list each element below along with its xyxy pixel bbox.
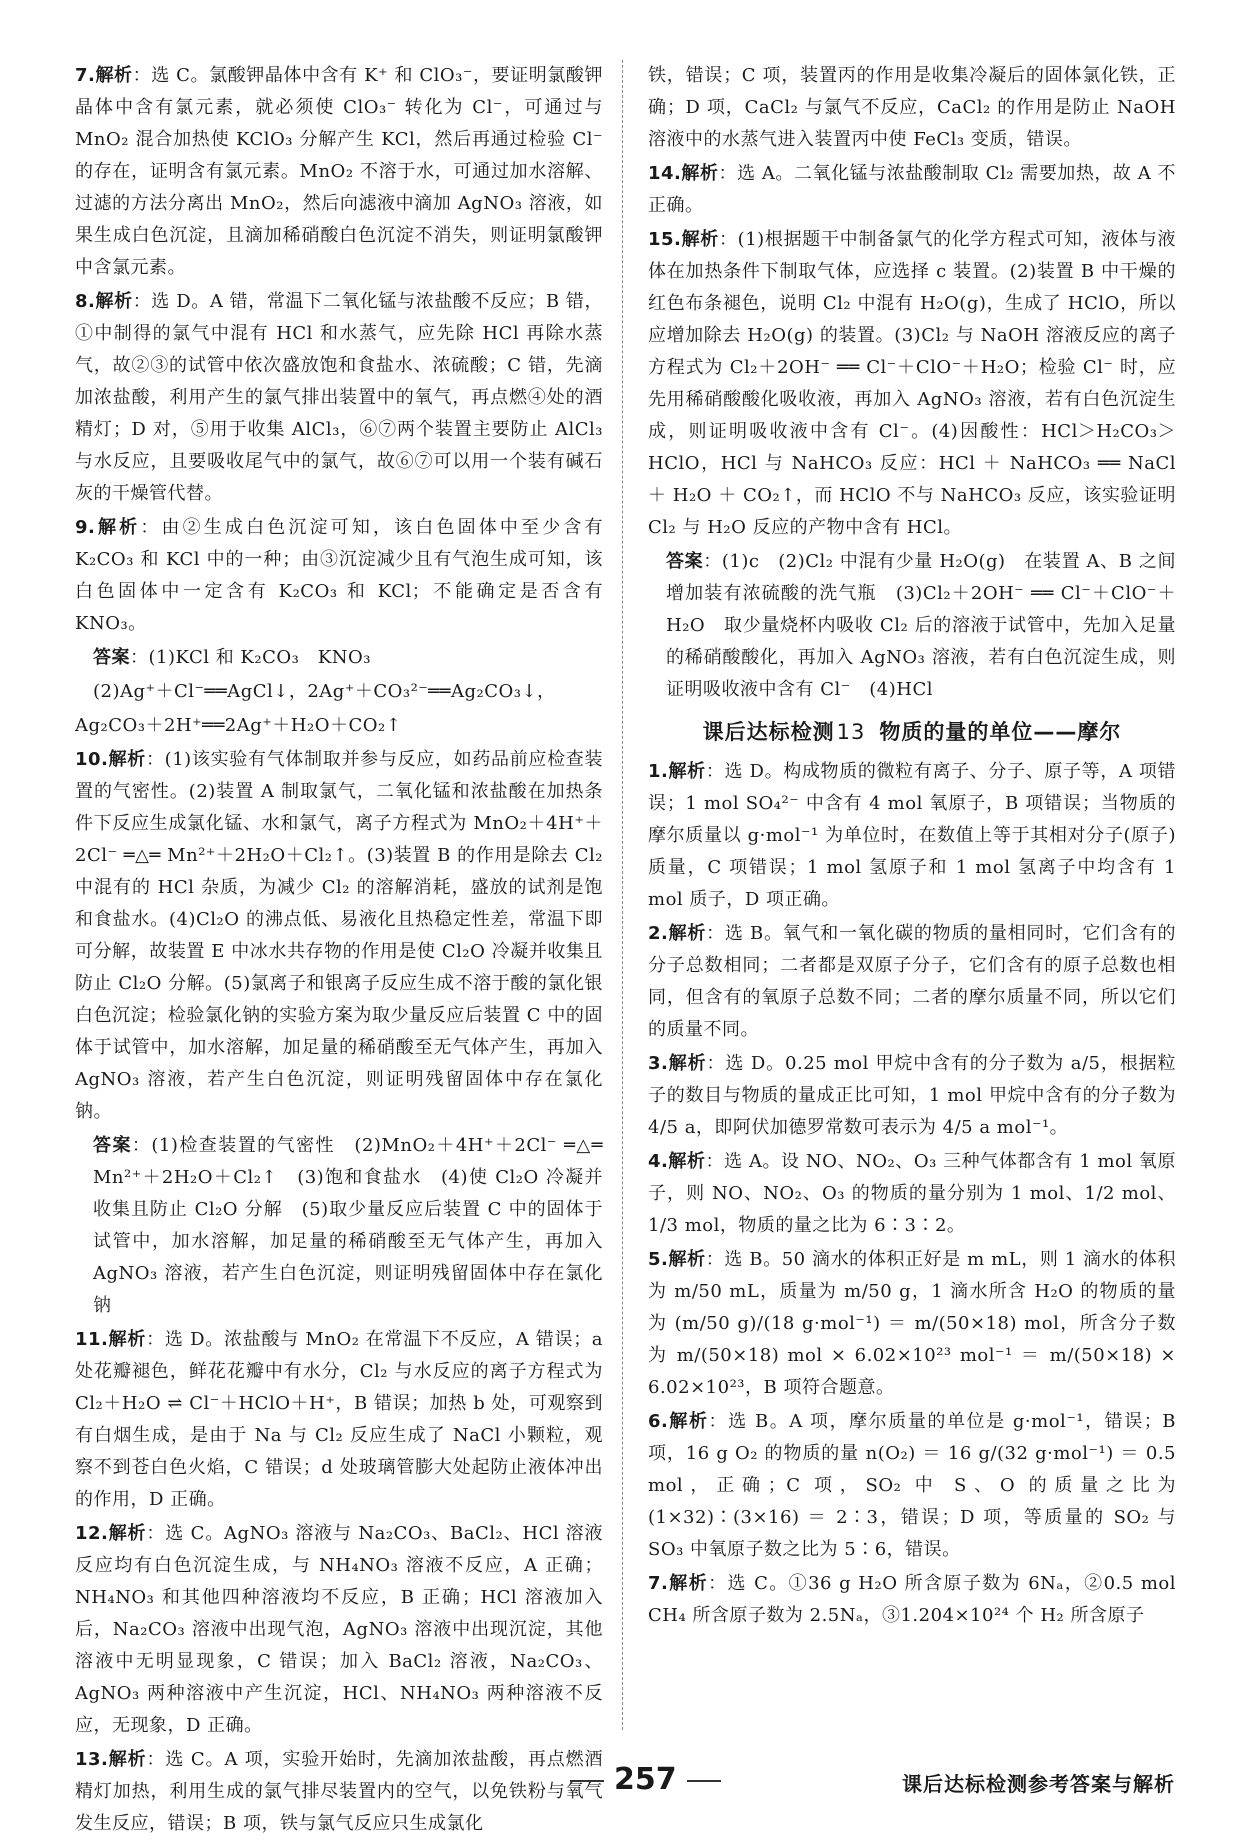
answer-s4: 4.解析：选 A。设 NO、NO₂、O₃ 三种气体都含有 1 mol 氧原子，则 NO、NO₂、O₃ 的物质的量分别为 1 mol、1/2 mol、1/3 mol，物质的量之比为 6∶3∶2。 (648, 1151, 1176, 1236)
answer-s5: 5.解析：选 B。50 滴水的体积正好是 m mL，则 1 滴水的体积为 m/50 mL，质量为 m/50 g，1 滴水所含 H₂O 的物质的量为 (m/50 g)/(18 g·mol⁻¹) ＝ m/(50×18) mol，所含分子数为 m/(50×18) mol × 6.02×10²³ mol⁻¹ ＝ m/(50×18) × 6.02×10²³，B 项符合题意。 (648, 1249, 1176, 1398)
answer-9-key: 答案：(1)KCl 和 K₂CO₃ KNO₃ (93, 647, 372, 668)
answer-item-9: 9.解析：由②生成白色沉淀可知，该白色固体中至少含有 K₂CO₃ 和 KCl 中的一种；由③沉淀减少且有气泡生成可知，该白色固体中一定含有 K₂CO₃ 和 KCl；不能确定是否含有 KNO₃。 (75, 517, 603, 634)
right-column (648, 60, 1176, 1740)
running-head: 课后达标检测参考答案与解析 (902, 1772, 1175, 1796)
answer-s7: 7.解析：选 C。①36 g H₂O 所含原子数为 6Nₐ，②0.5 mol CH₄ 所含原子数为 2.5Nₐ，③1.204×10²⁴ 个 H₂ 所含原子 (648, 1573, 1177, 1626)
answer-s2: 2.解析：选 B。氧气和一氧化碳的物质的量相同时，它们含有的分子总数相同；二者都是双原子分子，它们含有的原子总数也相同，但含有的氧原子总数不同；二者的摩尔质量不同，所以它们的质量不同。 (648, 923, 1176, 1040)
answer-15-key: 答案：(1)c (2)Cl₂ 中混有少量 H₂O(g) 在装置 A、B 之间增加装有浓硫酸的洗气瓶 (3)Cl₂＋2OH⁻ ══ Cl⁻＋ClO⁻＋H₂O 取少量烧杯内吸收 Cl₂ 后的溶液于试管中，先加入足量的稀硝酸酸化，再加入 AgNO₃ 溶液，若有白色沉淀生成，则证明吸收液中含有 Cl⁻ (4)HCl (666, 551, 1177, 700)
answer-s6: 6.解析：选 B。A 项，摩尔质量的单位是 g·mol⁻¹，错误；B 项，16 g O₂ 的物质的量 n(O₂) ＝ 16 g/(32 g·mol⁻¹) ＝ 0.5 mol，正确；C 项，SO₂ 中 S、O 的质量之比为 (1×32)∶(3×16) ＝ 2∶3，错误；D 项，等质量的 SO₂ 与 SO₃ 中氧原子数之比为 5∶6，错误。 (648, 1411, 1176, 1560)
answer-item-8: 8.解析：选 D。A 错，常温下二氧化锰与浓盐酸不反应；B 错，①中制得的氯气中混有 HCl 和水蒸气，应先除 HCl 再除水蒸气，故②③的试管中依次盛放饱和食盐水、浓硫酸；C 错，先滴加浓盐酸，利用产生的氯气排出装置中的氧气，再点燃④处的酒精灯；D 对，⑤用于收集 AlCl₃，⑥⑦两个装置主要防止 AlCl₃ 与水反应，且要吸收尾气中的氯气，故⑥⑦可以用一个装有碱石灰的干燥管代替。 (75, 291, 603, 504)
page-footer (0, 1762, 1250, 1802)
answer-9-key-line3: Ag₂CO₃＋2H⁺══2Ag⁺＋H₂O＋CO₂↑ (75, 715, 402, 736)
section-heading: 课后达标检测13 物质的量的单位——摩尔 (702, 720, 1122, 744)
answer-13-continued: 铁，错误；C 项，装置丙的作用是收集冷凝后的固体氯化铁，正确；D 项，CaCl₂ 与氯气不反应，CaCl₂ 的作用是防止 NaOH 溶液中的水蒸气进入装置丙中使 FeCl₃ 变质，错误。 (648, 65, 1176, 150)
answer-item-10: 10.解析：(1)该实验有气体制取并参与反应，如药品前应检查装置的气密性。(2)装置 A 制取氯气，二氧化锰和浓盐酸在加热条件下反应生成氯化锰、水和氯气，离子方程式为 MnO₂＋4H⁺＋2Cl⁻ ═△═ Mn²⁺＋2H₂O＋Cl₂↑。(3)装置 B 的作用是除去 Cl₂ 中混有的 HCl 杂质，为减少 Cl₂ 的溶解消耗，盛放的试剂是饱和食盐水。(4)Cl₂O 的沸点低、易液化且热稳定性差，常温下即可分解，故装置 E 中冰水共存物的作用是使 Cl₂O 冷凝并收集且防止 Cl₂O 分解。(5)氯离子和银离子反应生成不溶于酸的氯化银白色沉淀；检验氯化钠的实验方案为取少量反应后装置 C 中的固体于试管中，加水溶解，加足量的稀硝酸至无气体产生，再加入 AgNO₃ 溶液，若产生白色沉淀，则证明残留固体中存在氯化钠。 (75, 749, 603, 1122)
answer-10-key: 答案：(1)检查装置的气密性 (2)MnO₂＋4H⁺＋2Cl⁻ ═△═ Mn²⁺＋2H₂O＋Cl₂↑ (3)饱和食盐水 (4)使 Cl₂O 冷凝并收集且防止 Cl₂O 分解 (5)取少量反应后装置 C 中的固体于试管中，加水溶解，加足量的稀硝酸至无气体产生，再加入 AgNO₃ 溶液，若产生白色沉淀，则证明残留固体中存在氯化钠 (93, 1135, 603, 1316)
answer-9-key-line2: (2)Ag⁺＋Cl⁻══AgCl↓，2Ag⁺＋CO₃²⁻══Ag₂CO₃↓， (93, 681, 556, 702)
left-column (75, 60, 604, 1834)
answer-item-7: 7.解析：选 C。氯酸钾晶体中含有 K⁺ 和 ClO₃⁻，要证明氯酸钾晶体中含有氯元素，就必须使 ClO₃⁻ 转化为 Cl⁻，可通过与 MnO₂ 混合加热使 KClO₃ 分解产生 KCl，然后再通过检验 Cl⁻ 的存在，证明含有氯元素。MnO₂ 不溶于水，可通过加水溶解、过滤的方法分离出 MnO₂，然后向滤液中滴加 AgNO₃ 溶液，如果生成白色沉淀，且滴加稀硝酸白色沉淀不消失，则证明氯酸钾中含氯元素。 (75, 65, 604, 278)
answer-s3: 3.解析：选 D。0.25 mol 甲烷中含有的分子数为 a/5，根据粒子的数目与物质的量成正比可知，1 mol 甲烷中含有的分子数为 4/5 a，即阿伏加德罗常数可表示为 4/5 a mol⁻¹。 (648, 1053, 1176, 1138)
page-number: 257 (560, 1762, 731, 1797)
answer-item-15: 15.解析：(1)根据题干中制备氯气的化学方程式可知，液体与液体在加热条件下制取气体，应选择 c 装置。(2)装置 B 中干燥的红色布条褪色，说明 Cl₂ 中混有 H₂O(g)，生成了 HClO，所以应增加除去 H₂O(g) 的装置。(3)Cl₂ 与 NaOH 溶液反应的离子方程式为 Cl₂＋2OH⁻ ══ Cl⁻＋ClO⁻＋H₂O；检验 Cl⁻ 时，应先用稀硝酸酸化吸收液，再加入 AgNO₃ 溶液，若有白色沉淀生成，则证明吸收液中含有 Cl⁻。(4)因酸性：HCl＞H₂CO₃＞HClO，HCl 与 NaHCO₃ 反应：HCl ＋ NaHCO₃ ══ NaCl ＋ H₂O ＋ CO₂↑，而 HClO 不与 NaHCO₃ 反应，该实验证明 Cl₂ 与 H₂O 反应的产物中含有 HCl。 (648, 229, 1176, 538)
answer-s1: 1.解析：选 D。构成物质的微粒有离子、分子、原子等，A 项错误；1 mol SO₄²⁻ 中含有 4 mol 氧原子，B 项错误；当物质的摩尔质量以 g·mol⁻¹ 为单位时，在数值上等于其相对分子(原子)质量，C 项错误；1 mol 氢原子和 1 mol 氢离子中均含有 1 mol 质子，D 项正确。 (648, 761, 1177, 910)
answer-item-14: 14.解析：选 A。二氧化锰与浓盐酸制取 Cl₂ 需要加热，故 A 不正确。 (648, 163, 1176, 216)
answer-item-11: 11.解析：选 D。浓盐酸与 MnO₂ 在常温下不反应，A 错误；a 处花瓣褪色，鲜花花瓣中有水分，Cl₂ 与水反应的离子方程式为 Cl₂＋H₂O ⇌ Cl⁻＋HClO＋H⁺，B 错误；加热 b 处，可观察到有白烟生成，是由于 Na 与 Cl₂ 反应生成了 NaCl 小颗粒，观察不到苍白色火焰，C 错误；d 处玻璃管膨大处起防止液体冲出的作用，D 正确。 (75, 1329, 604, 1510)
column-divider (622, 60, 623, 1730)
answer-item-13: 13.解析：选 C。A 项，实验开始时，先滴加浓盐酸，再点燃酒精灯加热，利用生成的氯气排尽装置内的空气，以免铁粉与氧气发生反应，错误；B 项，铁与氯气反应只生成氯化 (75, 1749, 603, 1834)
answer-item-12: 12.解析：选 C。AgNO₃ 溶液与 Na₂CO₃、BaCl₂、HCl 溶液反应均有白色沉淀生成，与 NH₄NO₃ 溶液不反应，A 正确；NH₄NO₃ 和其他四种溶液均不反应，B 正确；HCl 溶液加入后，Na₂CO₃ 溶液中出现气泡，AgNO₃ 溶液中出现沉淀，其他溶液中无明显现象，C 错误；加入 BaCl₂ 溶液，Na₂CO₃、AgNO₃ 两种溶液中产生沉淀，HCl、NH₄NO₃ 两种溶液不反应，无现象，D 正确。 (75, 1523, 603, 1736)
